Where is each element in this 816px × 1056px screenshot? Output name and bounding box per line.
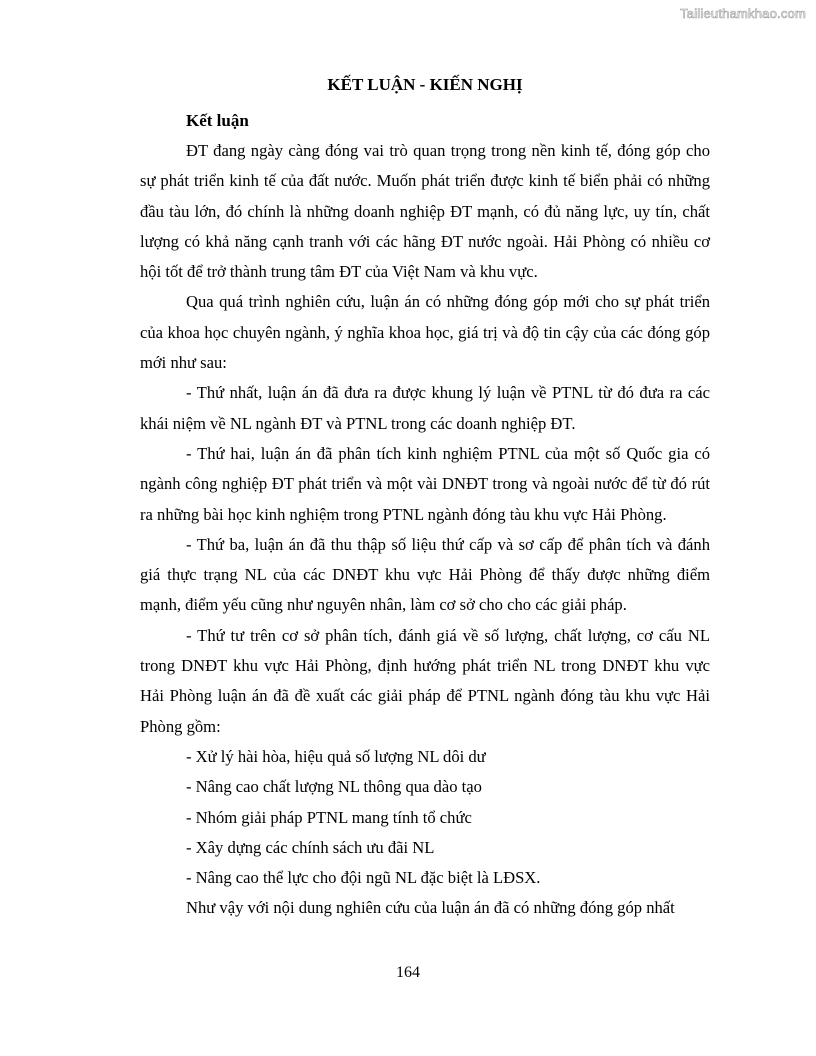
paragraph-closing: Như vậy với nội dung nghiên cứu của luận án đã có những đóng góp nhất (186, 898, 675, 918)
page-title: KẾT LUẬN - KIẾN NGHỊ (327, 75, 523, 94)
list-item: - Xây dựng các chính sách ưu đãi NL (186, 837, 435, 857)
paragraph-contributions: Qua quá trình nghiên cứu, luận án có những đóng góp mới cho sự phát triển của khoa học chuyên ngành, ý nghĩa khoa học, giá trị và độ tin cậy của các đóng góp mới như sau: (140, 292, 710, 373)
paragraph-intro: ĐT đang ngày càng đóng vai trò quan trọng trong nền kinh tế, đóng góp cho sự phát triển kinh tế của đất nước. Muốn phát triển được kinh tế biển phải có những đầu tàu lớn, đó chính là những doanh nghiệp ĐT mạnh, có đủ năng lực, uy tín, chất lượng có khả năng cạnh tranh với các hãng ĐT nước ngoài. Hải Phòng có nhiều cơ hội tốt để trở thành trung tâm ĐT của Việt Nam và khu vực. (140, 141, 710, 282)
paragraph-fourth: - Thứ tư trên cơ sở phân tích, đánh giá về số lượng, chất lượng, cơ cấu NL trong DNĐT khu vực Hải Phòng, định hướng phát triển NL trong DNĐT khu vực Hải Phòng luận án đã đề xuất các giải pháp để PTNL ngành đóng tàu khu vực Hải Phòng gồm: (140, 625, 710, 736)
paragraph-third: - Thứ ba, luận án đã thu thập số liệu thứ cấp và sơ cấp để phân tích và đánh giá thực trạng NL của các DNĐT khu vực Hải Phòng để thấy được những điểm mạnh, điểm yếu cũng như nguyên nhân, làm cơ sở cho cho các giải pháp. (140, 534, 710, 615)
paragraph-second: - Thứ hai, luận án đã phân tích kinh nghiệm PTNL của một số Quốc gia có ngành công nghiệp ĐT phát triển và một vài DNĐT trong và ngoài nước để từ đó rút ra những bài học kinh nghiệm trong PTNL ngành đóng tàu khu vực Hải Phòng. (140, 443, 710, 524)
watermark-text: Tailieuthamkhao.com (680, 6, 806, 21)
page-number: 164 (396, 964, 420, 981)
list-item: - Nâng cao chất lượng NL thông qua dào tạo (186, 777, 482, 797)
section-heading: Kết luận (186, 111, 249, 130)
document-page (140, 66, 710, 924)
list-item: - Xử lý hài hòa, hiệu quả số lượng NL dôi dư (186, 746, 486, 766)
list-item: - Nhóm giải pháp PTNL mang tính tổ chức (186, 807, 472, 827)
list-item: - Nâng cao thể lực cho đội ngũ NL đặc biệt là LĐSX. (186, 868, 541, 888)
paragraph-first: - Thứ nhất, luận án đã đưa ra được khung lý luận về PTNL từ đó đưa ra các khái niệm về NL ngành ĐT và PTNL trong các doanh nghiệp ĐT. (140, 383, 710, 433)
